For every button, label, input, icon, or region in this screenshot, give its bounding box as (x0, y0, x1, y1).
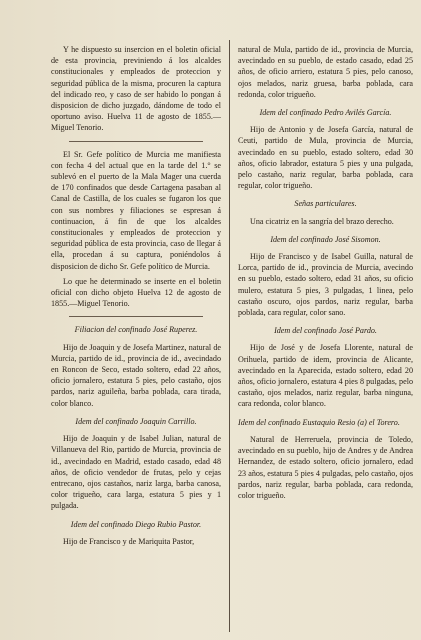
paragraph: Hijo de Joaquin y de Isabel Julian, natural de Villanueva del Rio, partido de Murcia, provincia de id., avecindado en Madrid, estado casado, edad 48 años, de oficio vendedor de frutas, pelo y cejas entrecano, ojos castaños, nariz larga, barba canosa, color trigueño, cara larga, estatura 5 pies y 1 pulgada. (51, 434, 221, 511)
paragraph: Hijo de Francisco y de Isabel Guilla, natural de Lorca, partido de id., provincia de Murcia, avecindo en su pueblo, estado soltero, edad 31 años, su oficio mulero, estatura 5 pies, 3 pulgadas, 1 linea, pelo castaño oscuro, ojos pardos, nariz regular, barba poblada, cara regular, color sano. (238, 252, 413, 318)
section-heading: Idem del confinado Joaquin Carrillo. (75, 416, 197, 426)
section-heading: Idem del confinado Pedro Avilés García. (259, 108, 392, 118)
paragraph: natural de Mula, partido de id., provincia de Murcia, avecindado en su pueblo, de estado casado, edad 25 años, de oficio arriero, estatura 5 pies, pelo canoso, ojos melados, nariz gruesa, barba poblada, cara redonda, color trigueño. (238, 45, 413, 99)
paragraph: Hijo de José y de Josefa Llorente, natural de Orihuela, partido de idem, provincia de Alicante, avecindado en la Aparecida, estado soltero, edad 20 años, oficio jornalero, estatura 4 pies 8 pulgadas, pelo castaño, ojos melados, nariz regular, barba ninguna, cara redonda, color blanco. (238, 343, 413, 409)
left-column (51, 44, 221, 551)
section-heading: Filiacion del confinado José Ruperez. (74, 325, 198, 335)
section-heading: Idem del confinado Eustaquio Resio (a) el Torero. (238, 417, 400, 427)
paragraph: Hijo de Joaquin y de Josefa Martinez, natural de Murcia, partido de id., provincia de id., avecindado en Roncon de Seco, estado soltero, edad 22 años, oficio jornalero, estatura 5 pies, pelo castaño, ojos pardos, nariz aguileña, barba poblada, cara tirada, color blanco. (51, 342, 221, 408)
section-heading: Idem del confinado José Sisomon. (270, 234, 381, 244)
right-column (238, 44, 413, 505)
paragraph: Hijo de Antonio y de Josefa García, natural de Ceuti, partido de Mula, provincia de Murcia, avecindado en su pueblo, estado soltero, edad 30 años, oficio labrador, estatura 5 pies y una pulgada, pelo castaño, nariz regular, barba poblada, cara regular, color trigueño. (238, 125, 413, 191)
section-divider (69, 141, 203, 142)
section-divider (69, 316, 203, 317)
section-heading: Señas particulares. (294, 199, 357, 209)
section-heading: Idem del confinado Diego Rubio Pastor. (70, 519, 202, 529)
paragraph: El Sr. Gefe político de Murcia me manifiesta con fecha 4 del actual que en la tarde del 1.° se sublevó en el puerto de la Mala Mager una cuerda de 170 confinados que desde Cartagena pasaban al Canal de Castilla, de los cuales se fugaron los que con sus nombres y filiaciones se espresan á continuacion, á fin de que los alcaldes constitucionales y empleados de proteccion y seguridad pública de esta provincia, caso de llegar á ella, procedan á su captura, poniéndolos á disposicion de dicho Sr. Gefe político de Murcia. (51, 149, 221, 271)
column-divider (229, 40, 230, 632)
paragraph: Lo que he determinado se inserte en el boletin oficial con dicho objeto Huelva 12 de agosto de 1855.—Miguel Tenorio. (51, 276, 221, 309)
paragraph: Natural de Herreruela, provincia de Toledo, avecindado en su pueblo, hijo de Andres y de Andrea Hernandez, de estado soltero, oficio jornalero, edad 23 años, estatura 5 pies 4 pulgadas, pelo castaño, ojos pardos, nariz regular, barba poblada, cara redonda, color trigueño. (238, 434, 413, 500)
paragraph: Hijo de Francisco y de Mariquita Pastor, (63, 536, 195, 546)
paragraph: Una cicatriz en la sangría del brazo derecho. (250, 216, 394, 226)
section-heading: Idem del confinado José Pardo. (274, 326, 377, 336)
paragraph: Y he dispuesto su insercion en el boletin oficial de esta provincia, previniendo á los alcaldes constitucionales y empleados de proteccion y seguridad pública de la misma, procuren la captura del indicado reo, y caso de ser habido lo pongan á disposicion de dicho juzgado, dándome de todo el oportuno aviso. Huelva 11 de agosto de 1855.—Miguel Tenorio. (51, 45, 221, 133)
